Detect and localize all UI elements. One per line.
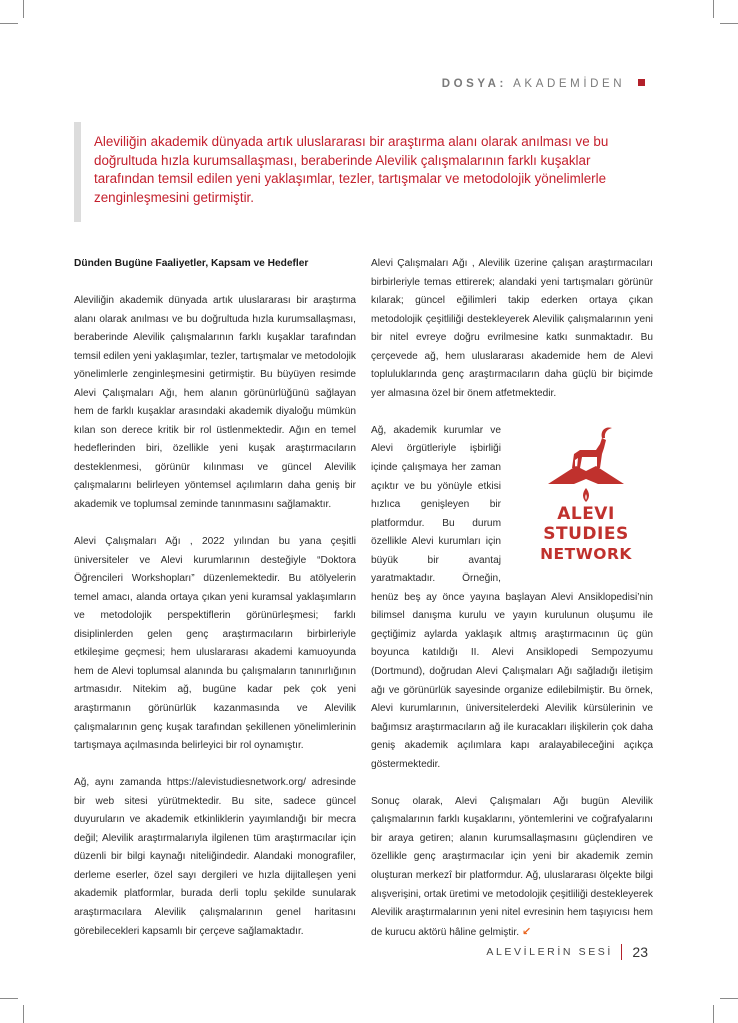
logo-line-3: NETWORK — [540, 544, 632, 563]
crop-mark — [0, 998, 18, 999]
paragraph: Ağ, akademik kurumlar ve Alevi örgütleriyle işbirliği içinde çalışmaya her zaman açıktır ve bu yönüyle etkisi hızlıca genişleyen bir platformdur. Bu durum özellikle Alevi kurumları için büyük bir avantaj yaratmaktadır. Örneğin, henüz beş ay önce yayına başlayan Alevi Ansiklopedisi’nin bilimsel danışma kurulu ve yayın kurulunun oluşumu ile geçtiğimiz aylarda yaklaşık altmış araştırmacının üç gün boyunca katıldığı II. Alevi Ansiklopedi Sempozyumu (Dortmund), doğrudan Alevi Çalışmaları Ağı sağladığı iletişim ağı ve görünürlük sayesinde organize edilebilmiştir. Bu örnek, Alevi kurumlarının, üniversitelerdeki Alevilik kürsülerinin ve bağımsız araştırmacıların ağ ile kuracakları ilişkilerin çok daha geniş akademik açılımlara kapı aralayabileceğini açıkça göstermektedir. — [371, 424, 653, 770]
crop-mark — [23, 0, 24, 18]
section-tag-bold: DOSYA: — [441, 78, 507, 90]
logo-line-2: STUDIES — [543, 523, 629, 544]
crop-mark — [713, 1005, 714, 1023]
page-number: 23 — [632, 944, 648, 960]
crop-mark — [713, 0, 714, 18]
page-footer — [486, 944, 648, 960]
publication-name: ALEVİLERİN SESİ — [486, 946, 613, 958]
left-column — [74, 255, 356, 960]
red-square-icon — [638, 79, 645, 86]
pull-quote-text: Aleviliğin akademik dünyada artık uluslararası bir araştırma alanı olarak anılması ve bu doğrultuda hızla kurumsallaşması, beraberinde Alevilik çalışmalarının farklı kuşaklar tarafından temsil edilen yeni yaklaşımlar, tezler, tartışmalar ve metodolojik yönelimlerle zenginleşmesini getirmiştir. — [94, 134, 609, 205]
subheading: Dünden Bugüne Faaliyetler, Kapsam ve Hedefler — [74, 258, 309, 269]
paragraph: Alevi Çalışmaları Ağı , 2022 yılından bu yana çeşitli üniversiteler ve Alevi kurumlarının desteğiyle “Doktora Öğrencileri Workshopları” düzenlemektedir. Bu atölyelerin temel amacı, alanda ortaya çıkan yeni kuramsal yaklaşımların ve metodolojik perspektiflerin görünürleşmesi; farklı disiplinlerden gelen genç araştırmacıların birbirleriyle etkileşime geçmesi; hem uluslararası akademi kamuoyunda hem de Alevi toplumsal alanında bu çalışmaların tanınırlığının artmasıdır. Nitekim ağ, bugüne kadar pek çok yeni araştırmanın görünürlük kazanmasında ve Alevilik çalışmalarının genç kuşak tarafından şekillenen yönelimlerinin tartışmaya açılmasında belirleyici bir rol oynamıştır. — [74, 536, 356, 752]
alevi-studies-network-logo — [515, 424, 657, 576]
section-tag — [442, 78, 645, 90]
crop-mark — [720, 998, 738, 999]
crop-mark — [720, 23, 738, 24]
paragraph: Ağ, aynı zamanda https://alevistudiesnetwork.org/ adresinde bir web sitesi yürütmektedir. Bu site, sadece güncel duyuruların ve akademik etkinliklerin yayımlandığı bir mecra değil; Alevilik araştırmalarıyla ilgilenen tüm araştırmacılar için düzenli bir bilgi kaynağı niteliğindedir. Alandaki monografiler, derleme eserler, özel sayı dergileri ve hızla dijitalleşen yeni akademik platformlar, burada derli toplu şekilde sunularak araştırmacılara Alevilik çalışmalarının genel haritasını görebilecekleri kapsamlı bir çerçeve sağlamaktadır. — [74, 777, 356, 937]
end-of-article-arrow-icon: ↙ — [522, 925, 532, 938]
crop-mark — [23, 1005, 24, 1023]
ibex-mountain-flame-icon — [536, 424, 636, 504]
right-column — [371, 255, 653, 961]
paragraph-with-logo — [371, 422, 653, 774]
quote-bar — [74, 122, 81, 222]
pull-quote — [74, 122, 674, 222]
paragraph: Alevi Çalışmaları Ağı , Alevilik üzerine çalışan araştırmacıları birbirleriyle temas ettirerek; alandaki yeni tartışmaları görünür kılarak; güncel eğilimleri takip ederken ortaya çıkan metodolojik çeşitliliği destekleyerek Alevilik çalışmalarının yeni bir nitel evreye doğru evrilmesine katkı sunmaktadır. Bu çerçevede ağ, hem uluslararası akademide hem de Alevi topluluklarında genç araştırmacıların daha güçlü bir biçimde yer almasına özel bir önem atfetmektedir. — [371, 258, 653, 399]
paragraph: Aleviliğin akademik dünyada artık uluslararası bir araştırma alanı olarak anılması ve bu doğrultuda hızla kurumsallaşması, beraberinde Alevilik çalışmalarının farklı kuşaklar tarafından temsil edilen yeni yaklaşımlar, tezler, tartışmalar ve metodolojik yönelimlerle zenginleşmesini getirmiştir. Bu büyüyen resimde Alevi Çalışmaları Ağı, hem alanın görünürlüğünü sağlayan hem de farklı kuşaklar arasındaki akademik diyaloğu mümkün kılan son derece kritik bir rol üstlenmektedir. Ağın en temel hedeflerinden biri, özellikle yeni kuşak araştırmacıların desteklenmesi, görünür kılınması ve güncel Alevilik çalışmalarını belirleyen yöntemsel açılımların daha geniş bir akademik ve toplumsal zeminde tanınmasını sağlamaktır. — [74, 295, 356, 511]
paragraph-final — [371, 793, 653, 942]
crop-mark — [0, 23, 18, 24]
footer-divider — [621, 944, 623, 960]
logo-line-1: ALEVI — [557, 503, 615, 524]
paragraph-final-text: Sonuç olarak, Alevi Çalışmaları Ağı bugün Alevilik çalışmalarının farklı kuşaklarını, yöntemlerini ve coğrafyalarını bir araya getiren; alanın kurumsallaşmasını güçlendiren ve özellikle genç araştırmacılar için yeni bir akademik zemin oluşturan merkezî bir platformdur. Ağ, uluslararası ölçekte bilgi alışverişini, ortak üretimi ve metodolojik çeşitliliği destekleyerek Alevilik araştırmalarının yeni nitel evresinin hem taşıyıcısı hem de kurucu aktörü hâline gelmiştir. — [371, 795, 653, 938]
section-tag-light: AKADEMİDEN — [513, 78, 626, 90]
